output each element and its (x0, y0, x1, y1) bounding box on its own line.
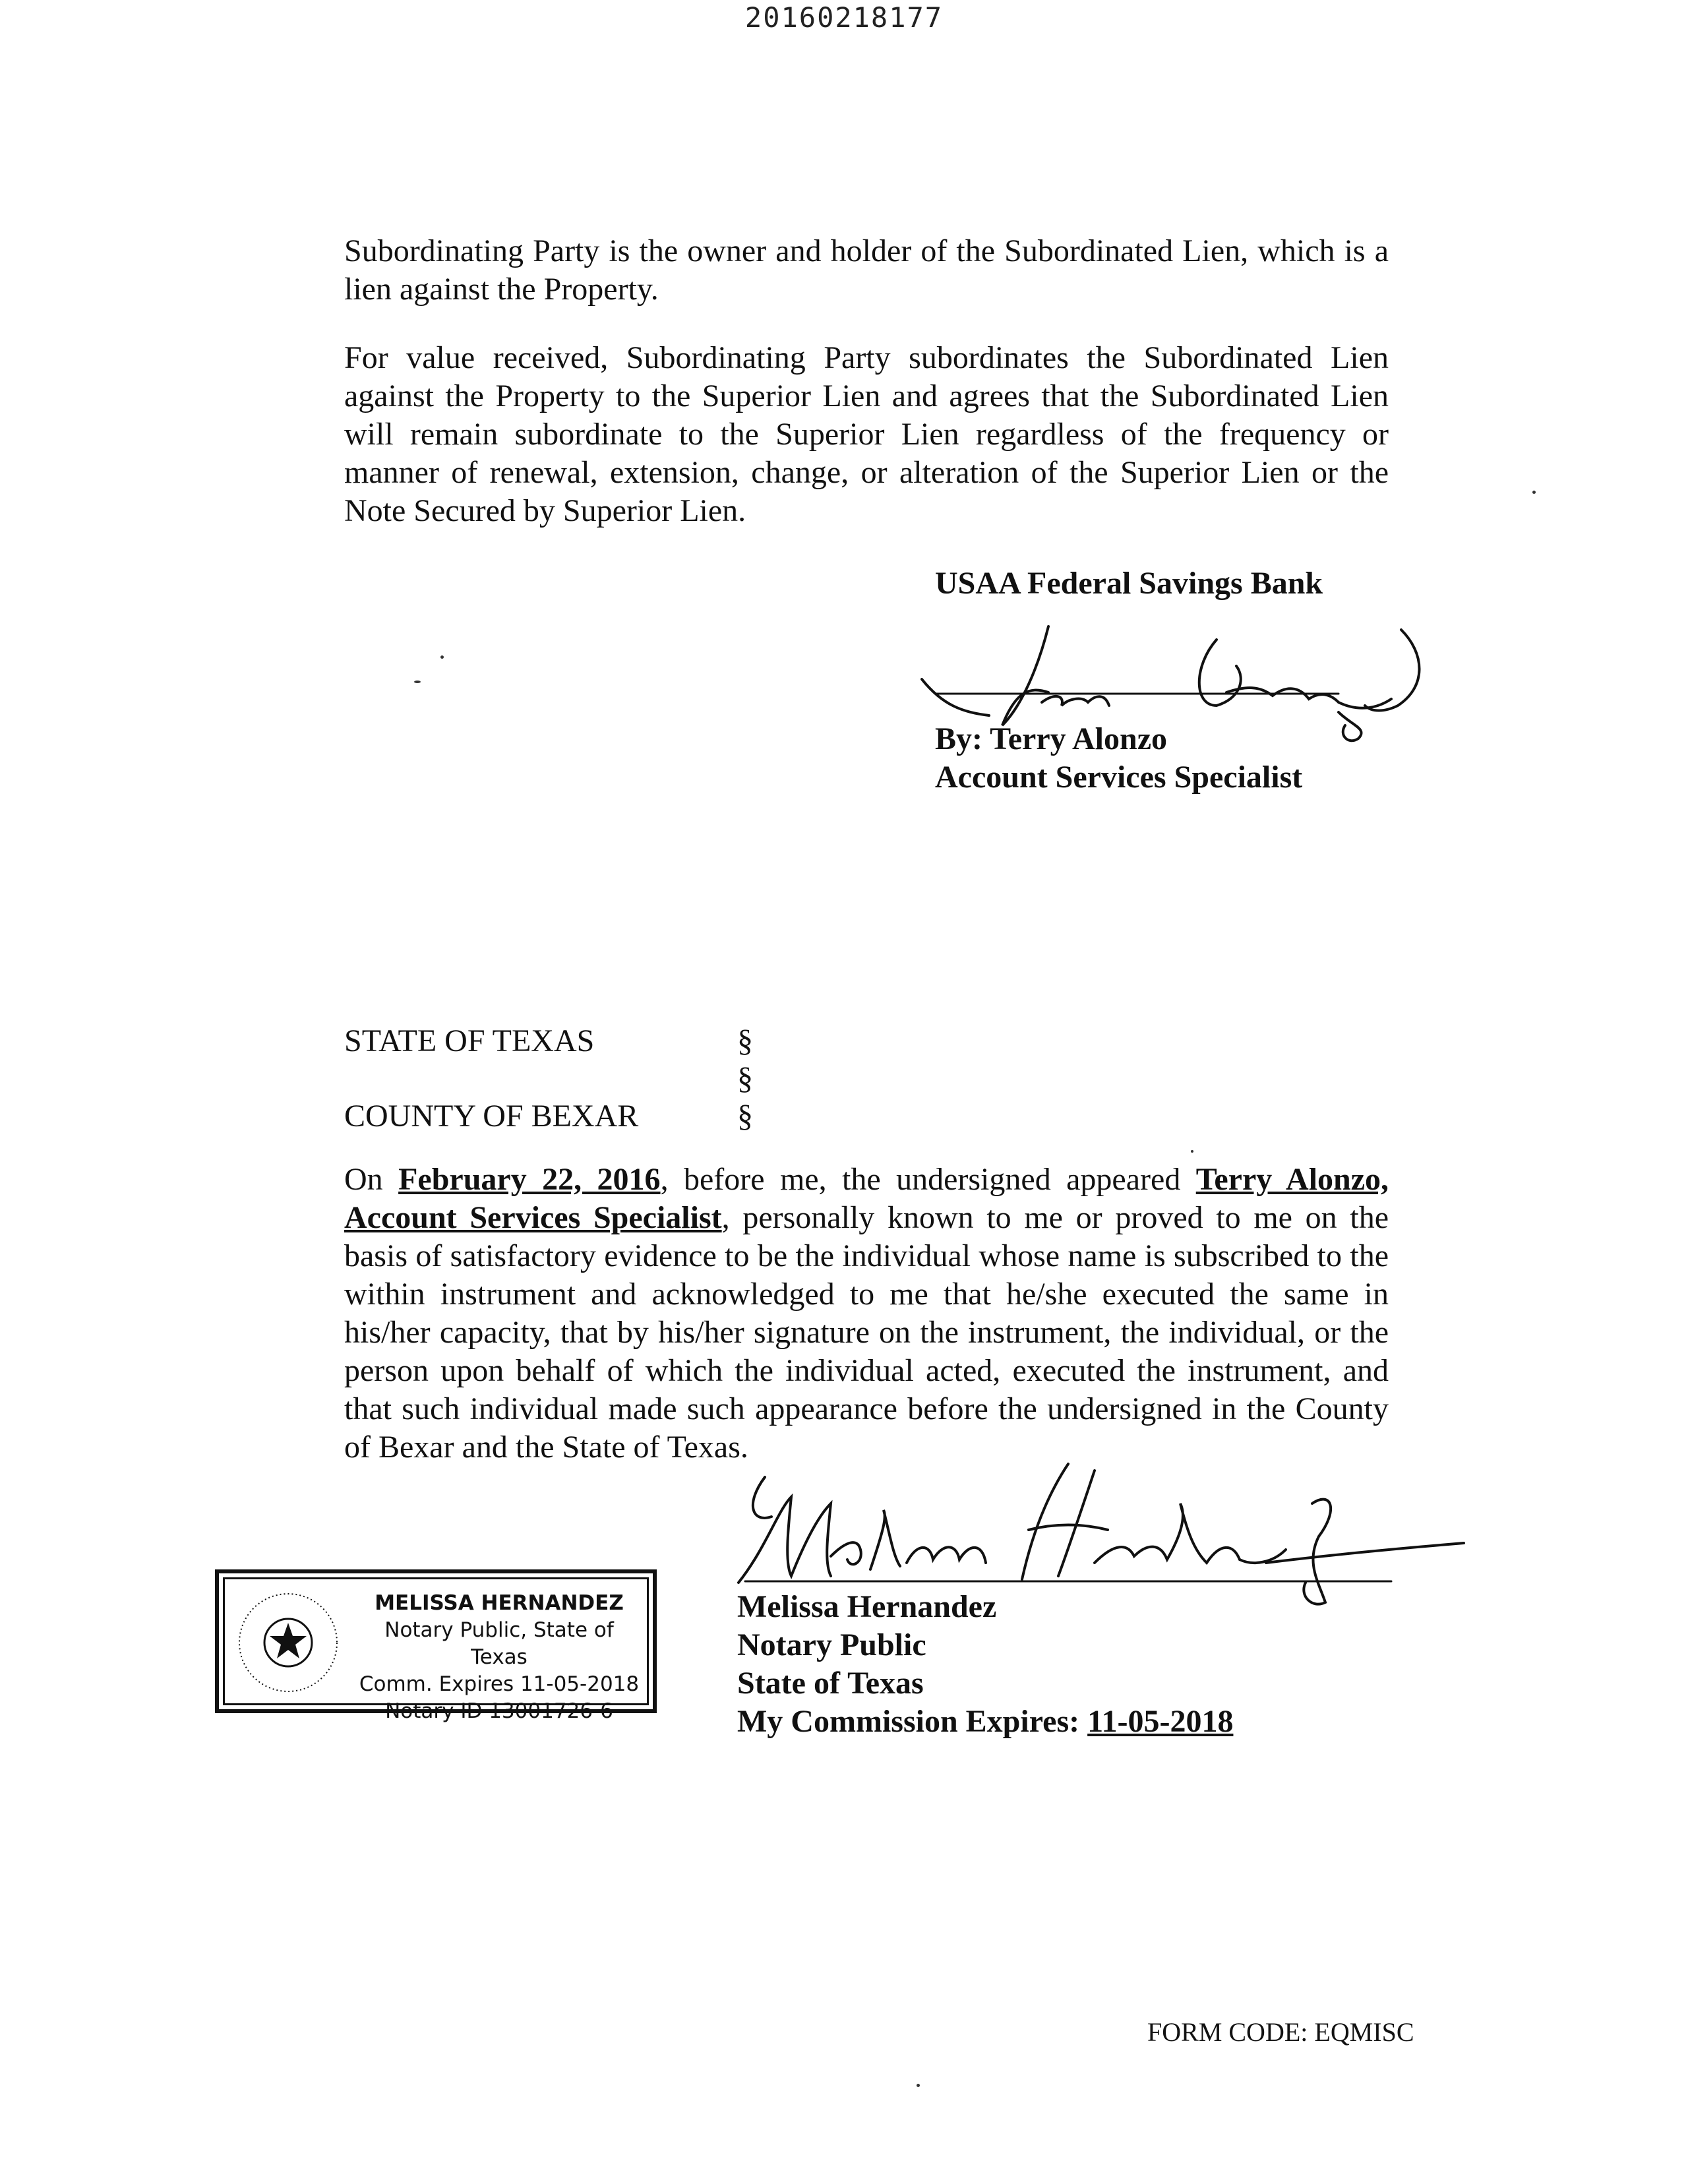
notary-title: Notary Public (737, 1627, 926, 1662)
scan-speck (414, 681, 421, 683)
notary-name: Melissa Hernandez (737, 1589, 997, 1624)
scan-speck (1532, 491, 1536, 494)
section-symbol: § (737, 1099, 753, 1134)
scan-speck (1191, 1150, 1193, 1153)
venue-county: COUNTY OF BEXAR (344, 1099, 639, 1134)
document-number: 20160218177 (744, 1, 944, 34)
scan-speck (917, 2084, 920, 2087)
form-code: FORM CODE: EQMISC (1147, 2017, 1414, 2047)
commission-date: 11-05-2018 (1087, 1704, 1234, 1739)
paragraph-subordination: For value received, Subordinating Party subordinates the Subordinated Lien against the Property to the Superior Lien and agrees that the Subordinated Lien will remain subordinate to the Superior Lien regardless of the frequency or manner of renewal, extension, change, or alteration of the Superior Lien or the Note Secured by Superior Lien. (344, 340, 1389, 528)
ack-date: February 22, 2016 (398, 1162, 661, 1197)
acknowledgment-paragraph (344, 1161, 1389, 1467)
paragraph-ownership: Subordinating Party is the owner and holder of the Subordinated Lien, which is a lien against the Property. (344, 233, 1389, 307)
ack-prefix: On (344, 1162, 399, 1197)
stamp-line: Notary ID 13001726-6 (385, 1699, 613, 1723)
bank-name: USAA Federal Savings Bank (935, 566, 1323, 601)
stamp-line: Notary Public, State of Texas (384, 1618, 614, 1669)
section-symbol: § (737, 1023, 753, 1058)
notary-commission (737, 1703, 1233, 1741)
notary-stamp (215, 1569, 657, 1723)
ack-part2: , personally known to me or proved to me on the basis of satisfactory evidence to be the individual whose name is subscribed to the within instrument and acknowledged to me that he/she executed the same in his/her capacity, that by his/her signature on the instrument, the individual, or the person upon behalf of which the individual acted, executed the instrument, and that such individual made such appearance before the undersigned in the County of Bexar and the State of Texas. (344, 1200, 1389, 1465)
venue-state: STATE OF TEXAS (344, 1023, 595, 1058)
signer-by-line: By: Terry Alonzo (935, 721, 1168, 756)
signer-title: Account Services Specialist (935, 760, 1303, 795)
scan-speck (440, 655, 444, 659)
notary-state: State of Texas (737, 1666, 924, 1701)
notary-seal-icon (235, 1590, 341, 1695)
ack-part1: , before me, the undersigned appeared (660, 1162, 1196, 1197)
commission-label: My Commission Expires: (737, 1704, 1088, 1739)
section-symbol: § (737, 1061, 753, 1096)
ack-signer: Terry Alonzo, Account Services Specialist (344, 1162, 1389, 1235)
stamp-line: Comm. Expires 11-05-2018 (359, 1672, 640, 1696)
stamp-name: MELISSA HERNANDEZ (375, 1591, 624, 1615)
